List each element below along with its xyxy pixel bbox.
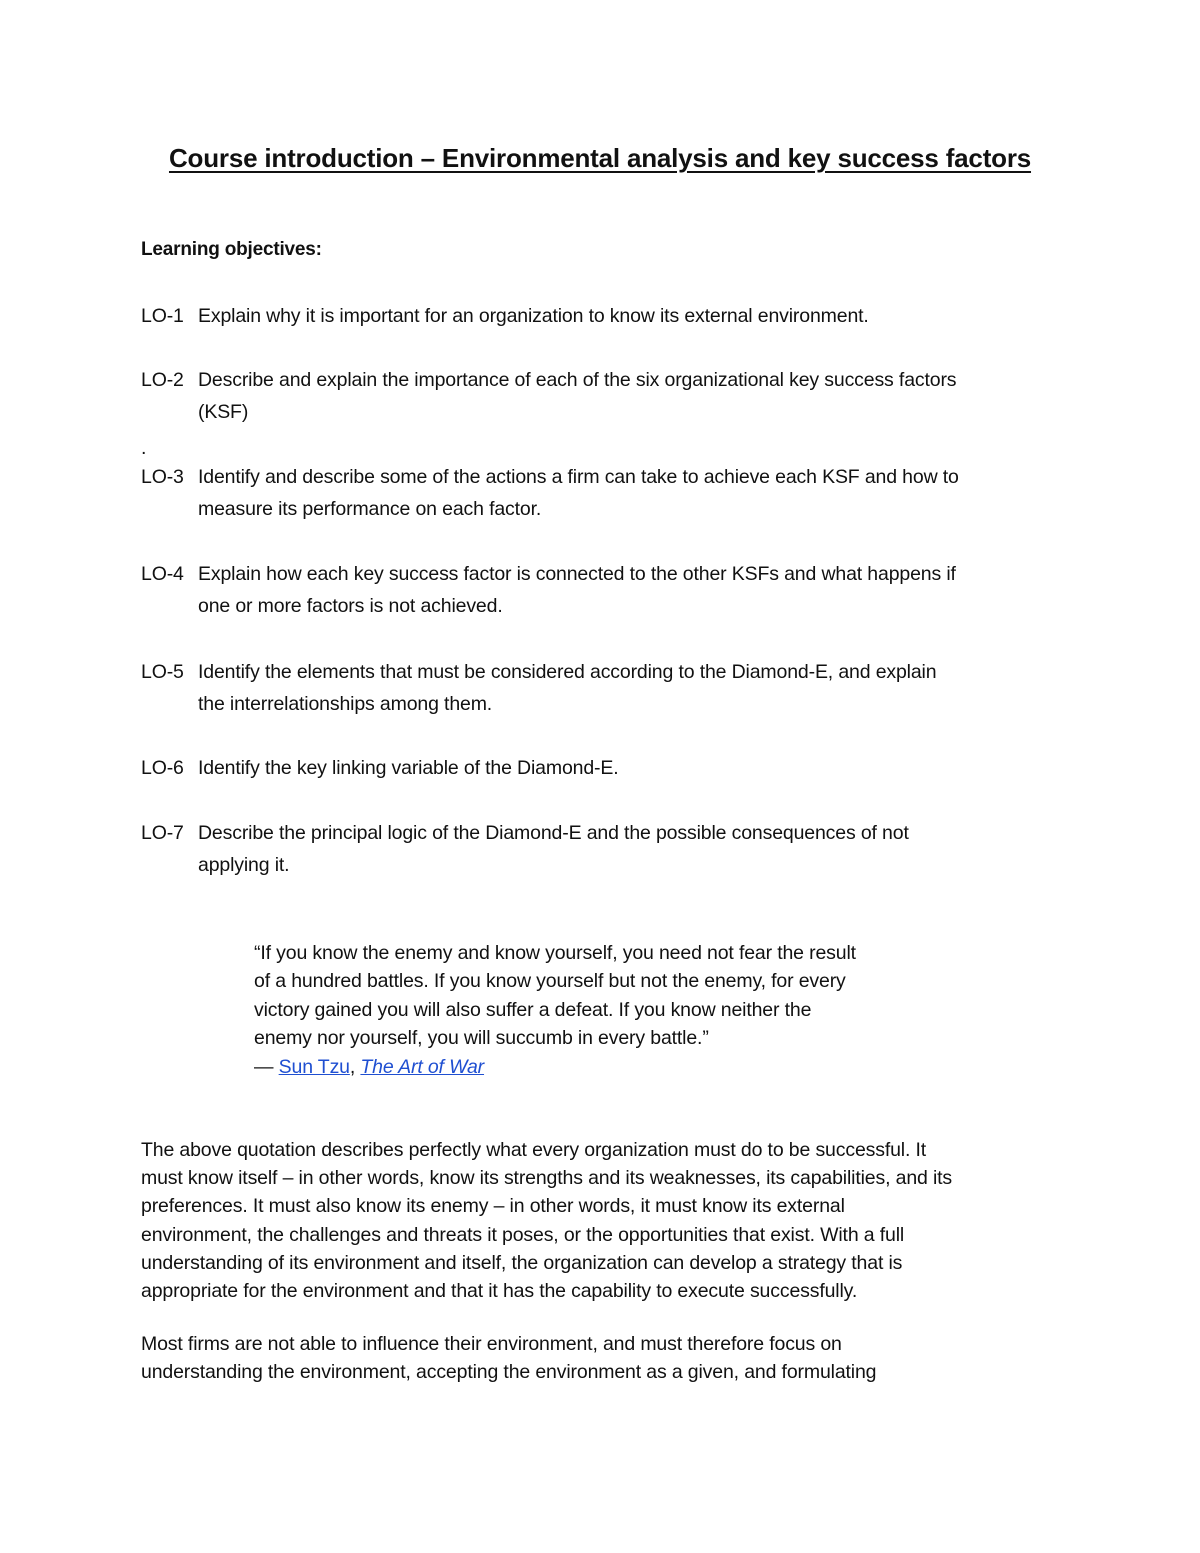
quote-line: victory gained you will also suffer a defeat. If you know neither the <box>254 998 812 1021</box>
objective-line: the interrelationships among them. <box>198 693 493 715</box>
objective-line: (KSF) <box>198 401 249 423</box>
quote-attribution <box>254 1053 974 1081</box>
objective-line: Identify the key linking variable of the Diamond-E. <box>198 757 619 779</box>
objective-item <box>141 752 1101 784</box>
objective-text <box>198 300 1101 332</box>
paragraph-line: appropriate for the environment and that it has the capability to execute successfully. <box>141 1280 858 1303</box>
body-paragraph <box>141 1330 1071 1386</box>
objective-code: LO-5 <box>141 661 184 683</box>
page-title: Course introduction – Environmental analysis and key success factors <box>168 143 1032 173</box>
objective-line: Explain why it is important for an organization to know its external environment. <box>198 305 869 327</box>
quote-block <box>254 939 974 1081</box>
attribution-dash: — <box>254 1055 274 1078</box>
paragraph-line: environment, the challenges and threats it poses, or the opportunities that exist. With a full <box>141 1223 905 1246</box>
quote-line: enemy nor yourself, you will succumb in every battle.” <box>254 1027 709 1050</box>
paragraph-line: understanding of its environment and itself, the organization can develop a strategy that is <box>141 1251 903 1274</box>
objective-text <box>198 461 1101 525</box>
objective-item <box>141 364 1101 428</box>
objective-line: Identify and describe some of the actions a firm can take to achieve each KSF and how to <box>198 466 959 488</box>
paragraph-line: must know itself – in other words, know its strengths and its weaknesses, its capabilities, and its <box>141 1167 953 1190</box>
objective-code: LO-7 <box>141 822 184 844</box>
objective-line: one or more factors is not achieved. <box>198 595 503 617</box>
objective-code: LO-6 <box>141 757 184 779</box>
objective-line: measure its performance on each factor. <box>198 498 542 520</box>
work-link[interactable]: The Art of War <box>360 1055 485 1078</box>
objective-code: LO-2 <box>141 369 184 391</box>
objective-text <box>198 656 1101 720</box>
paragraph-line: understanding the environment, accepting the environment as a given, and formulating <box>141 1361 877 1384</box>
objective-item <box>141 300 1101 332</box>
quote-line: of a hundred battles. If you know yourself but not the enemy, for every <box>254 970 846 993</box>
objective-line: Describe the principal logic of the Diamond-E and the possible consequences of not <box>198 822 909 844</box>
objective-line: Describe and explain the importance of each of the six organizational key success factors <box>198 369 957 391</box>
objectives-heading: Learning objectives: <box>141 239 322 260</box>
objective-item <box>141 656 1101 720</box>
objective-item <box>141 558 1101 622</box>
objective-code: LO-1 <box>141 305 184 327</box>
objective-code: LO-4 <box>141 563 184 585</box>
objective-line: Explain how each key success factor is connected to the other KSFs and what happens if <box>198 563 956 585</box>
objective-code: LO-3 <box>141 466 184 488</box>
objective-line: applying it. <box>198 854 290 876</box>
objective-text <box>198 558 1101 622</box>
objective-text <box>198 364 1101 428</box>
paragraph-line: The above quotation describes perfectly what every organization must do to be successful. It <box>141 1139 927 1161</box>
paragraph-line: preferences. It must also know its enemy – in other words, it must know its external <box>141 1195 845 1218</box>
quote-line: “If you know the enemy and know yourself, you need not fear the result <box>254 942 856 964</box>
body-paragraph <box>141 1136 1071 1305</box>
objective-text <box>198 752 1101 784</box>
objective-line: Identify the elements that must be considered according to the Diamond-E, and explain <box>198 661 937 683</box>
objective-item <box>141 817 1101 881</box>
objective-item <box>141 461 1101 525</box>
stray-dot: . <box>141 437 147 459</box>
author-link[interactable]: Sun Tzu <box>278 1055 350 1078</box>
objective-text <box>198 817 1101 881</box>
paragraph-line: Most firms are not able to influence their environment, and must therefore focus on <box>141 1333 842 1355</box>
attribution-separator: , <box>349 1055 356 1078</box>
